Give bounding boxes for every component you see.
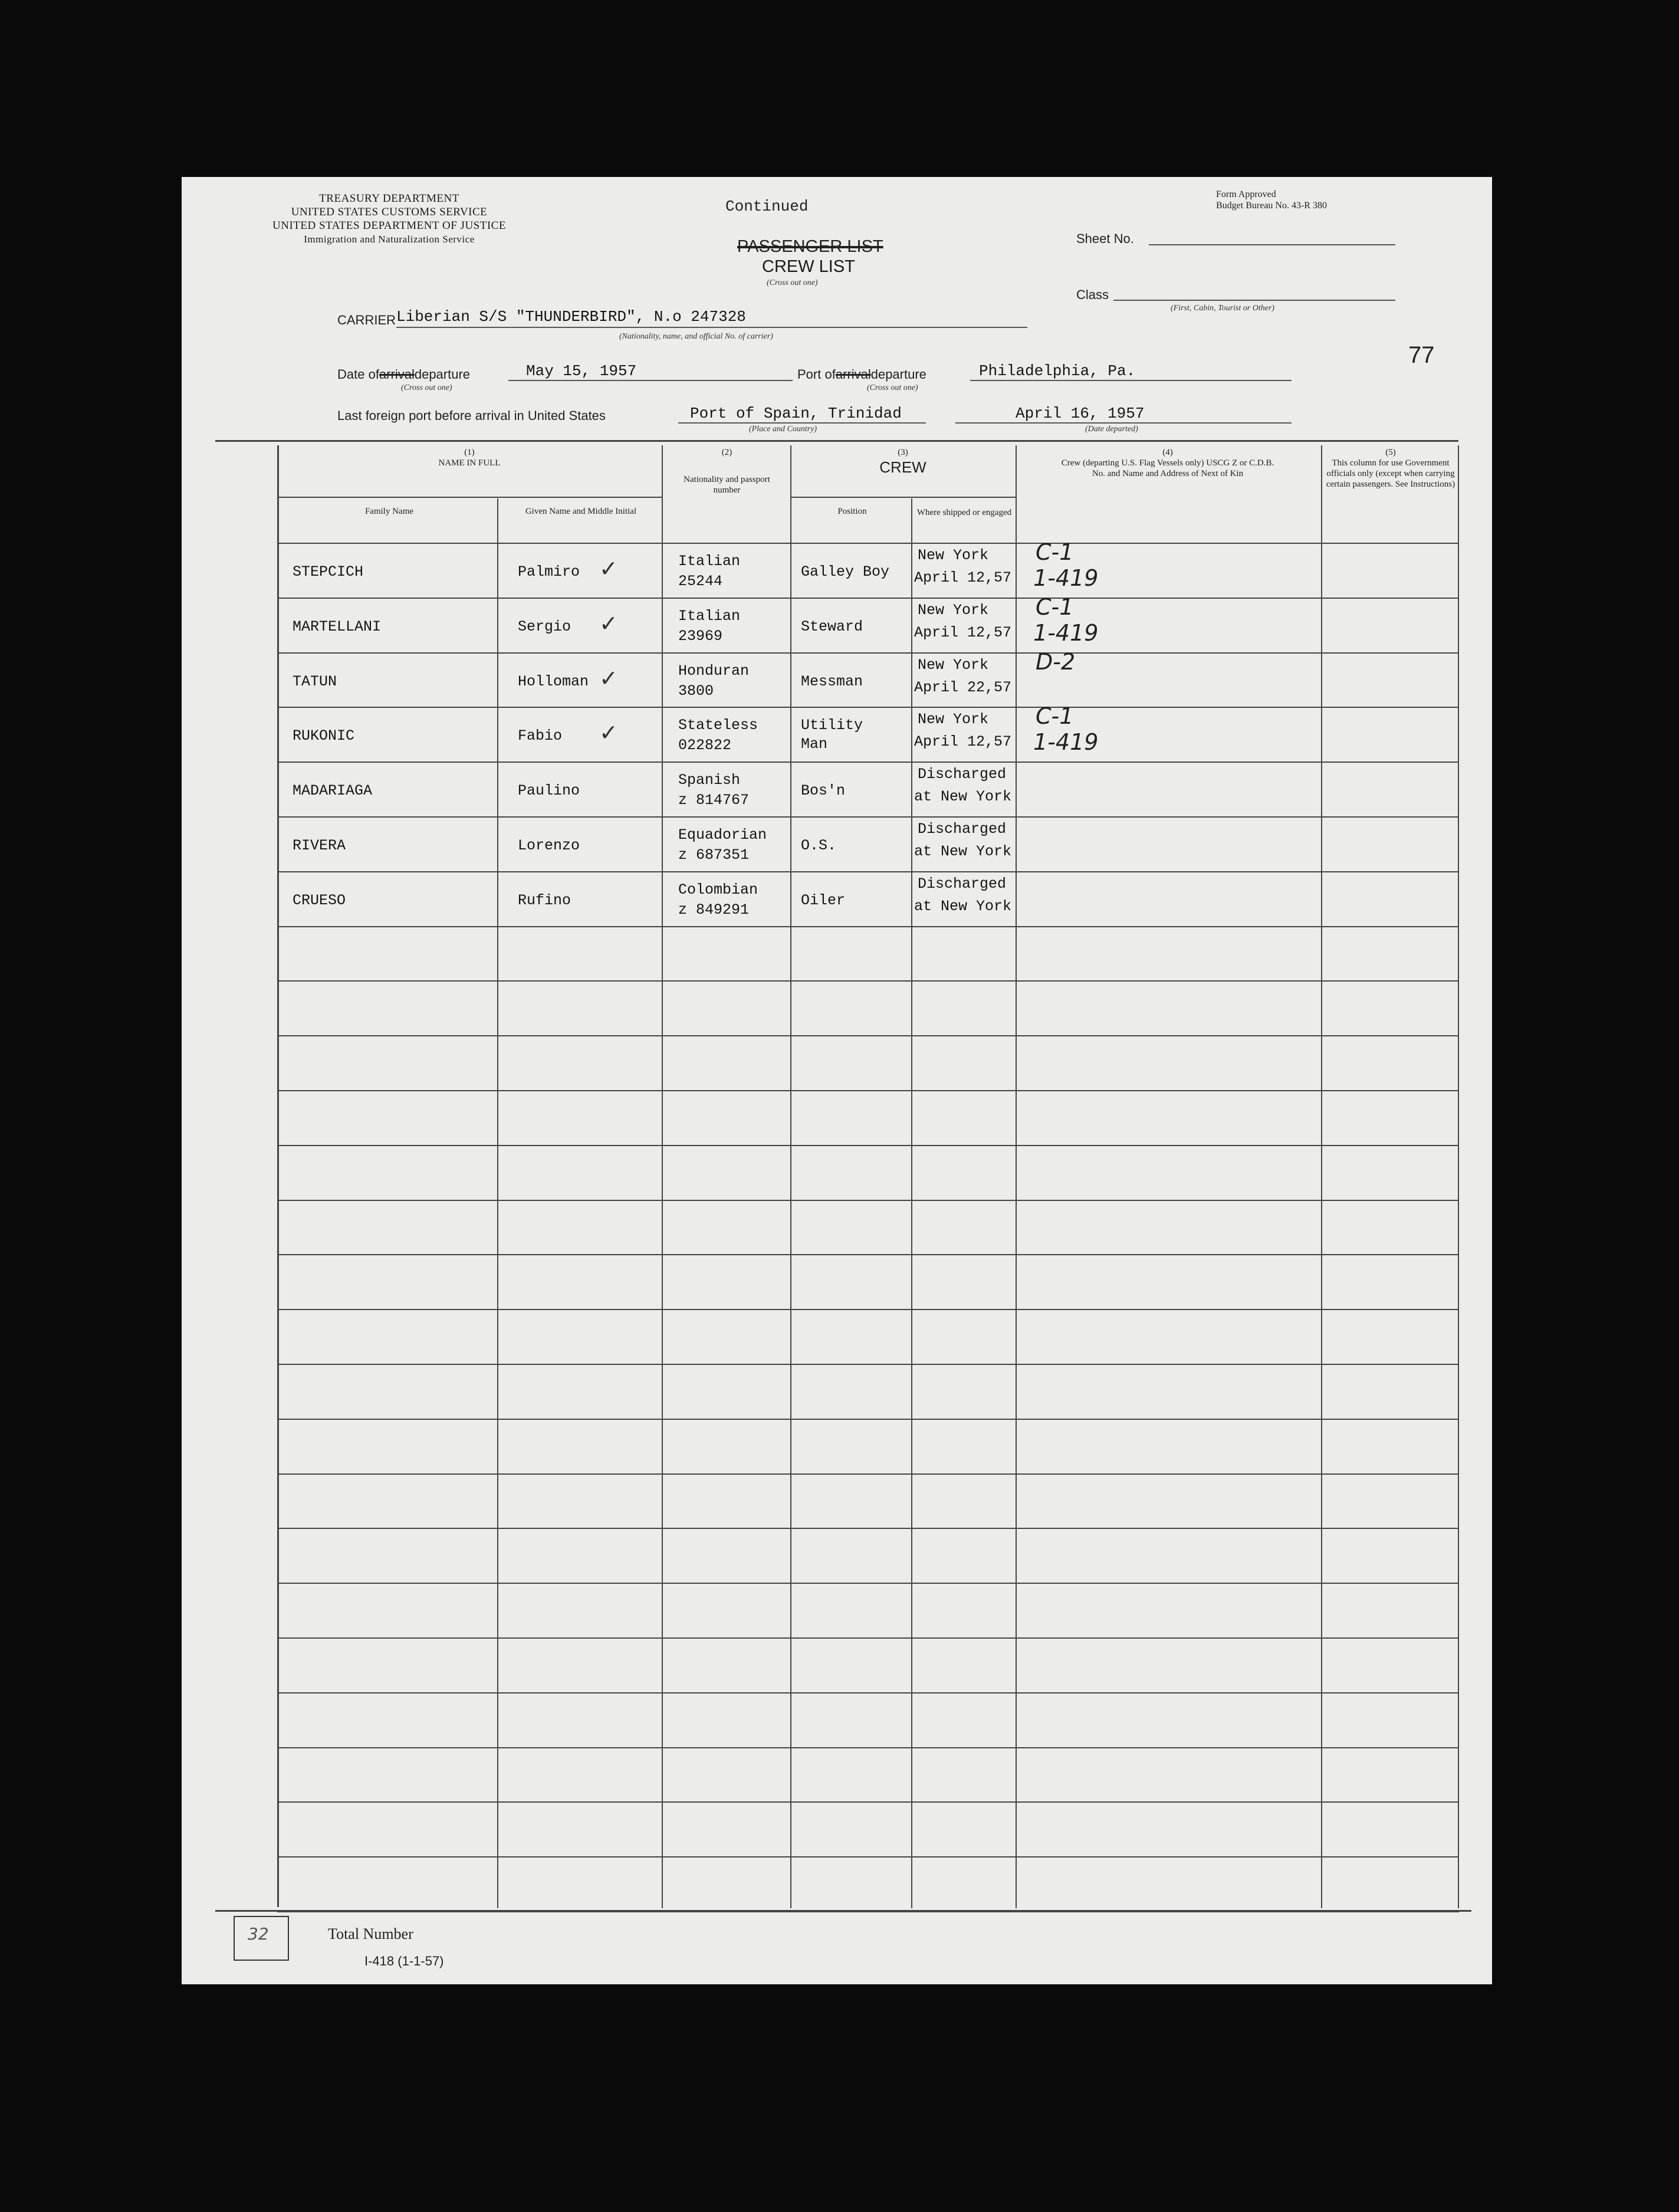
form-approved-block bbox=[1216, 189, 1327, 211]
nationality: Stateless bbox=[678, 717, 758, 734]
col-divider-2 bbox=[662, 445, 663, 1908]
col2-title: Nationality and passport number bbox=[684, 475, 770, 495]
shipped-line-2: at New York bbox=[914, 843, 1012, 860]
position: Oiler bbox=[801, 892, 846, 909]
class-line bbox=[1113, 298, 1395, 301]
date-label bbox=[337, 367, 470, 382]
row-rule bbox=[277, 1090, 1459, 1091]
agency-line-3: UNITED STATES DEPARTMENT OF JUSTICE bbox=[272, 219, 506, 232]
crew-subheader-rule bbox=[790, 497, 1016, 498]
kin-note-1: C-1 bbox=[1036, 539, 1074, 565]
row-rule bbox=[277, 1145, 1459, 1146]
col2-header bbox=[669, 447, 784, 495]
last-port-value: Port of Spain, Trinidad bbox=[690, 405, 902, 422]
col2-num: (2) bbox=[721, 448, 732, 457]
table-bottom-rule bbox=[215, 1910, 1471, 1912]
name-subheader-rule bbox=[277, 497, 662, 498]
family-name: TATUN bbox=[293, 673, 337, 690]
check-mark: ✓ bbox=[599, 720, 618, 746]
kin-note-2: 1-419 bbox=[1033, 620, 1099, 646]
col4-num: (4) bbox=[1162, 448, 1173, 457]
shipped-line-1: Discharged bbox=[918, 821, 1007, 838]
row-rule bbox=[277, 1801, 1459, 1803]
row-rule bbox=[277, 1419, 1459, 1420]
date-label-post: departure bbox=[414, 367, 471, 382]
sheet-line bbox=[1149, 243, 1395, 245]
date-label-pre: Date of bbox=[337, 367, 379, 382]
continued-label: Continued bbox=[725, 198, 809, 215]
shipped-line-2: April 12,57 bbox=[914, 733, 1012, 750]
position: Bos'n bbox=[801, 782, 846, 799]
agency-line-4: Immigration and Naturalization Service bbox=[304, 234, 475, 245]
header-bottom-rule bbox=[277, 543, 1459, 544]
given-name: Rufino bbox=[518, 892, 571, 909]
col1-num: (1) bbox=[464, 448, 475, 457]
family-name: STEPCICH bbox=[293, 563, 364, 580]
kin-note-2: 1-419 bbox=[1033, 729, 1099, 755]
shipped-line-1: New York bbox=[918, 711, 989, 728]
col5-num: (5) bbox=[1385, 448, 1396, 457]
nationality: Honduran bbox=[678, 662, 750, 680]
date-label-struck: arrival bbox=[379, 367, 415, 382]
carrier-value: Liberian S/S "THUNDERBIRD", N.o 247328 bbox=[396, 308, 746, 326]
shipped-line-2: April 12,57 bbox=[914, 624, 1012, 641]
row-rule bbox=[277, 1637, 1459, 1639]
table-right-border bbox=[1458, 445, 1459, 1908]
position: O.S. bbox=[801, 837, 837, 854]
row-rule bbox=[277, 816, 1459, 818]
row-rule bbox=[277, 1035, 1459, 1036]
row-rule bbox=[277, 1692, 1459, 1694]
sheet-label: Sheet No. bbox=[1076, 231, 1134, 246]
family-name: MARTELLANI bbox=[293, 618, 382, 635]
shipped-line-2: April 22,57 bbox=[914, 679, 1012, 696]
shipped-line-1: New York bbox=[918, 602, 989, 619]
port-label-pre: Port of bbox=[797, 367, 836, 382]
page-number: 77 bbox=[1408, 342, 1435, 368]
departure-date: May 15, 1957 bbox=[526, 362, 637, 380]
nationality: Italian bbox=[678, 608, 741, 625]
row-rule bbox=[277, 1528, 1459, 1529]
row-rule bbox=[277, 1200, 1459, 1201]
passport-number: z 687351 bbox=[678, 846, 750, 864]
agency-line-1: TREASURY DEPARTMENT bbox=[319, 192, 459, 205]
position: Steward bbox=[801, 618, 863, 635]
given-name: Holloman bbox=[518, 673, 589, 690]
family-name: MADARIAGA bbox=[293, 782, 373, 799]
passport-number: z 849291 bbox=[678, 901, 750, 918]
table-top-rule bbox=[215, 440, 1458, 442]
port-label bbox=[797, 367, 926, 382]
row-rule bbox=[277, 1309, 1459, 1310]
check-mark: ✓ bbox=[599, 611, 618, 636]
position: Messman bbox=[801, 673, 863, 690]
class-hint: (First, Cabin, Tourist or Other) bbox=[1171, 304, 1275, 313]
row-rule bbox=[277, 1856, 1459, 1857]
nationality: Italian bbox=[678, 553, 741, 570]
table-left-border bbox=[277, 445, 279, 1907]
family-name: CRUESO bbox=[293, 892, 346, 909]
shipped-line-1: New York bbox=[918, 657, 989, 674]
departure-port: Philadelphia, Pa. bbox=[979, 362, 1136, 380]
date-line bbox=[508, 379, 793, 381]
position: Utility Man bbox=[801, 717, 863, 753]
kin-note-1: C-1 bbox=[1036, 703, 1074, 729]
last-port-line bbox=[678, 421, 926, 424]
last-port-hint: (Place and Country) bbox=[749, 425, 817, 434]
col-divider-6 bbox=[1321, 445, 1322, 1908]
form-number: I-418 (1-1-57) bbox=[364, 1954, 444, 1968]
total-label: Total Number bbox=[328, 1925, 413, 1942]
shipped-line-1: Discharged bbox=[918, 875, 1007, 892]
col3-num: (3) bbox=[898, 448, 908, 457]
row-rule bbox=[277, 1473, 1459, 1475]
col-divider-1 bbox=[497, 498, 498, 1908]
kin-note-1: D-2 bbox=[1036, 649, 1076, 675]
col-divider-3 bbox=[790, 445, 791, 1908]
carrier-hint: (Nationality, name, and official No. of carrier) bbox=[619, 332, 773, 341]
budget-bureau: Budget Bureau No. 43-R 380 bbox=[1216, 201, 1327, 211]
last-port-label: Last foreign port before arrival in United States bbox=[337, 408, 606, 423]
passport-number: 022822 bbox=[678, 737, 732, 754]
row-rule bbox=[277, 926, 1459, 927]
port-label-post: departure bbox=[870, 367, 926, 382]
carrier-label: CARRIER bbox=[337, 313, 396, 327]
row-rule bbox=[277, 652, 1459, 654]
row-rule bbox=[277, 1364, 1459, 1365]
passenger-list-struck: PASSENGER LIST bbox=[737, 237, 883, 256]
total-value: 32 bbox=[248, 1924, 269, 1944]
family-name: RIVERA bbox=[293, 837, 346, 854]
given-name: Paulino bbox=[518, 782, 580, 799]
col3-header bbox=[790, 447, 1016, 477]
kin-note-2: 1-419 bbox=[1033, 565, 1099, 591]
col-divider-4 bbox=[911, 498, 912, 1908]
col3-title: CREW bbox=[879, 458, 926, 476]
col5-title: This column for use Government officials only (except when carrying certain passengers. See Instructions) bbox=[1326, 458, 1455, 489]
given-name: Sergio bbox=[518, 618, 571, 635]
position-header: Position bbox=[837, 507, 867, 516]
passport-number: 3800 bbox=[678, 682, 714, 700]
check-mark: ✓ bbox=[599, 665, 618, 691]
shipped-line-2: at New York bbox=[914, 898, 1012, 915]
passport-number: 23969 bbox=[678, 628, 723, 645]
nationality: Colombian bbox=[678, 881, 758, 898]
position: Galley Boy bbox=[801, 563, 890, 580]
row-rule bbox=[277, 598, 1459, 599]
family-name-header: Family Name bbox=[364, 507, 414, 516]
row-rule bbox=[277, 762, 1459, 763]
row-rule bbox=[277, 707, 1459, 708]
date-cross-out-hint: (Cross out one) bbox=[401, 383, 452, 392]
check-mark: ✓ bbox=[599, 556, 618, 582]
agency-block bbox=[254, 192, 525, 246]
last-port-date: April 16, 1957 bbox=[1016, 405, 1145, 422]
nationality: Spanish bbox=[678, 772, 741, 789]
col4-title: Crew (departing U.S. Flag Vessels only) USCG Z or C.D.B. No. and Name and Address of Next of Kin bbox=[1061, 458, 1274, 478]
nationality: Equadorian bbox=[678, 826, 767, 844]
crew-list-title: CREW LIST bbox=[762, 257, 855, 276]
shipped-line-1: New York bbox=[918, 547, 989, 564]
row-rule bbox=[277, 1747, 1459, 1748]
form-approved: Form Approved bbox=[1216, 189, 1276, 199]
given-name: Lorenzo bbox=[518, 837, 580, 854]
shipped-line-2: at New York bbox=[914, 788, 1012, 805]
given-name: Fabio bbox=[518, 727, 563, 744]
port-cross-out-hint: (Cross out one) bbox=[867, 383, 918, 392]
class-label: Class bbox=[1076, 287, 1109, 302]
row-rule bbox=[277, 871, 1459, 872]
row-rule bbox=[277, 980, 1459, 982]
kin-note-1: C-1 bbox=[1036, 594, 1074, 620]
col4-header bbox=[1056, 447, 1280, 479]
shipped-line-1: Discharged bbox=[918, 766, 1007, 783]
port-label-struck: arrival bbox=[835, 367, 871, 382]
col1-header bbox=[277, 447, 662, 468]
given-name-header: Given Name and Middle Initial bbox=[525, 507, 637, 516]
given-name: Palmiro bbox=[518, 563, 580, 580]
family-name: RUKONIC bbox=[293, 727, 355, 744]
col-divider-5 bbox=[1016, 445, 1017, 1908]
col1-title: NAME IN FULL bbox=[438, 458, 501, 468]
col5-header bbox=[1326, 447, 1455, 490]
shipped-header: Where shipped or engaged bbox=[916, 508, 1012, 517]
port-line bbox=[970, 379, 1292, 381]
passport-number: 25244 bbox=[678, 573, 723, 590]
shipped-line-2: April 12,57 bbox=[914, 569, 1012, 586]
last-port-date-hint: (Date departed) bbox=[1085, 425, 1138, 434]
passport-number: z 814767 bbox=[678, 792, 750, 809]
row-rule bbox=[277, 1583, 1459, 1584]
list-cross-out-hint: (Cross out one) bbox=[767, 278, 818, 287]
carrier-line bbox=[396, 326, 1027, 328]
agency-line-2: UNITED STATES CUSTOMS SERVICE bbox=[291, 206, 488, 218]
last-port-date-line bbox=[955, 421, 1292, 424]
row-rule bbox=[277, 1254, 1459, 1255]
